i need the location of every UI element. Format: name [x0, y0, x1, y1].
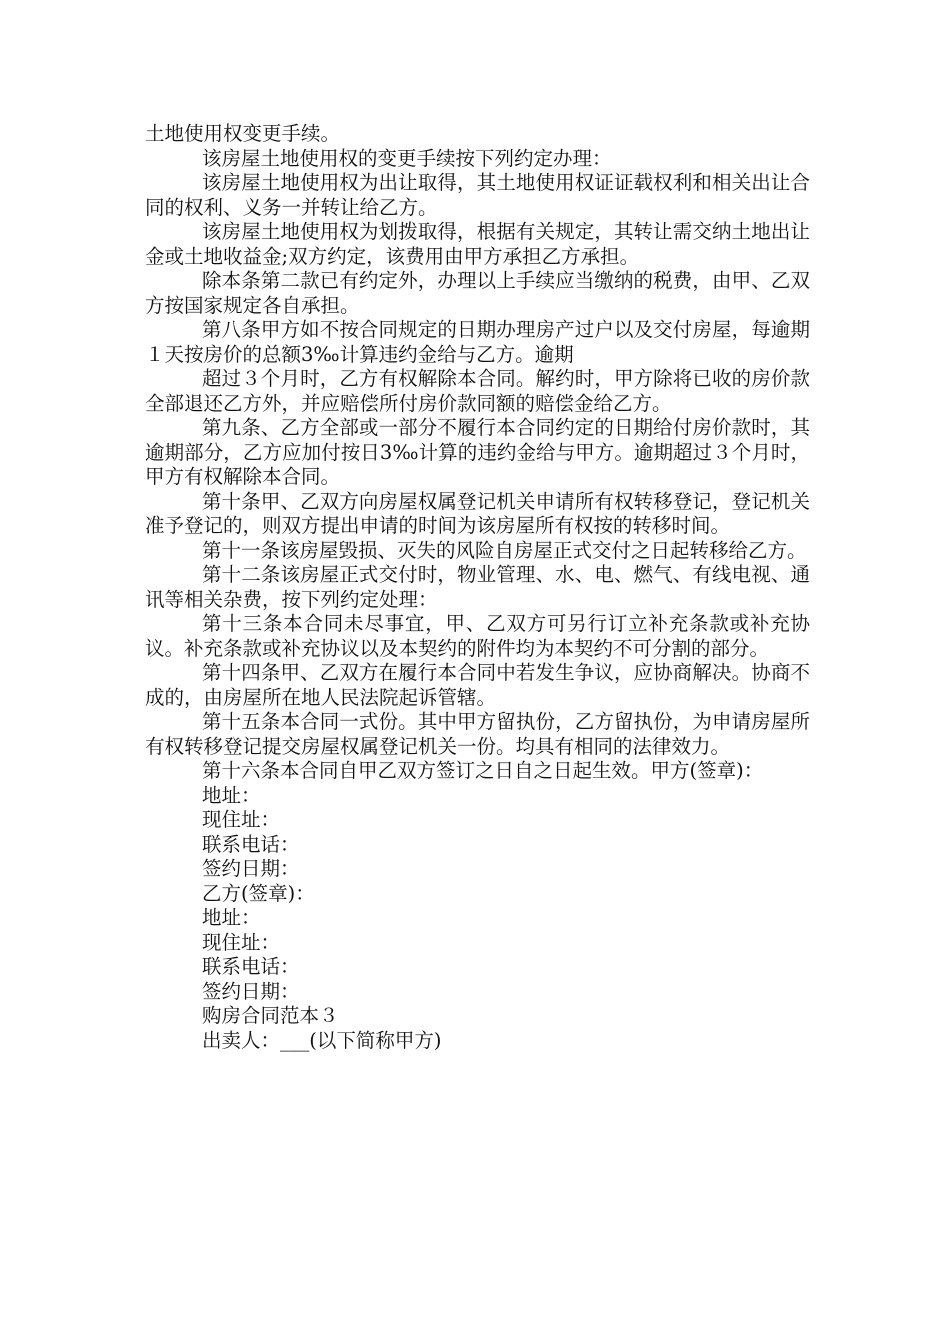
seller-line: 出卖人：___(以下简称甲方): [202, 1028, 442, 1052]
paragraph: 第十二条该房屋正式交付时，物业管理、水、电、燃气、有线电视、通讯等相关杂费，按下列约定处理：: [145, 563, 810, 611]
signature-line-party-b: 乙方(签章)：: [202, 881, 315, 905]
signature-line-date: 签约日期：: [202, 857, 300, 880]
document-body: [145, 122, 810, 1053]
paragraph: 该房屋土地使用权为划拨取得，根据有关规定，其转让需交纳土地出让金或土地收益金;双方约定，该费用由甲方承担乙方承担。: [145, 220, 810, 268]
paragraph: 第十六条本合同自甲乙双方签订之日自之日起生效。甲方(签章)：: [202, 759, 764, 782]
paragraph: 该房屋土地使用权为出让取得，其土地使用权证证载权利和相关出让合同的权利、义务一并转让给乙方。: [145, 171, 810, 219]
signature-line-address: 地址：: [202, 906, 261, 929]
paragraph: 超过３个月时，乙方有权解除本合同。解约时，甲方除将已收的房价款全部退还乙方外，并应赔偿所付房价款同额的赔偿金给乙方。: [145, 367, 810, 415]
paragraph: 该房屋土地使用权的变更手续按下列约定办理：: [202, 146, 612, 170]
paragraph: 第九条、乙方全部或一部分不履行本合同约定的日期给付房价款时，其逾期部分，乙方应加付按日3‰计算的违约金给与甲方。逾期超过３个月时，甲方有权解除本合同。: [145, 416, 810, 488]
paragraph: 第八条甲方如不按合同规定的日期办理房产过户以及交付房屋，每逾期１天按房价的总额3‰计算违约金给与乙方。逾期: [145, 318, 810, 366]
signature-line-address: 地址：: [202, 783, 261, 807]
paragraph: 第十四条甲、乙双方在履行本合同中若发生争议，应协商解决。协商不成的，由房屋所在地人民法院起诉管辖。: [145, 661, 810, 709]
signature-line-phone: 联系电话：: [202, 832, 300, 856]
paragraph: 第十三条本合同未尽事宜，甲、乙双方可另行订立补充条款或补充协议。补充条款或补充协议以及本契约的附件均为本契约不可分割的部分。: [145, 612, 810, 660]
paragraph: 第十五条本合同一式份。其中甲方留执份，乙方留执份，为申请房屋所有权转移登记提交房屋权属登记机关一份。均具有相同的法律效力。: [145, 710, 810, 758]
paragraph: 第十一条该房屋毁损、灭失的风险自房屋正式交付之日起转移给乙方。: [202, 538, 807, 562]
paragraph: 除本条第二款已有约定外，办理以上手续应当缴纳的税费，由甲、乙双方按国家规定各自承担。: [145, 269, 810, 317]
signature-line-date: 签约日期：: [202, 979, 300, 1003]
paragraph: 第十条甲、乙双方向房屋权属登记机关申请所有权转移登记，登记机关准予登记的，则双方提出申请的时间为该房屋所有权按的转移时间。: [145, 489, 810, 537]
signature-line-current-address: 现住址：: [202, 808, 281, 831]
section-heading: 购房合同范本３: [202, 1004, 339, 1027]
signature-line-current-address: 现住址：: [202, 930, 281, 954]
paragraph: 土地使用权变更手续。: [145, 122, 341, 145]
signature-line-phone: 联系电话：: [202, 955, 300, 978]
